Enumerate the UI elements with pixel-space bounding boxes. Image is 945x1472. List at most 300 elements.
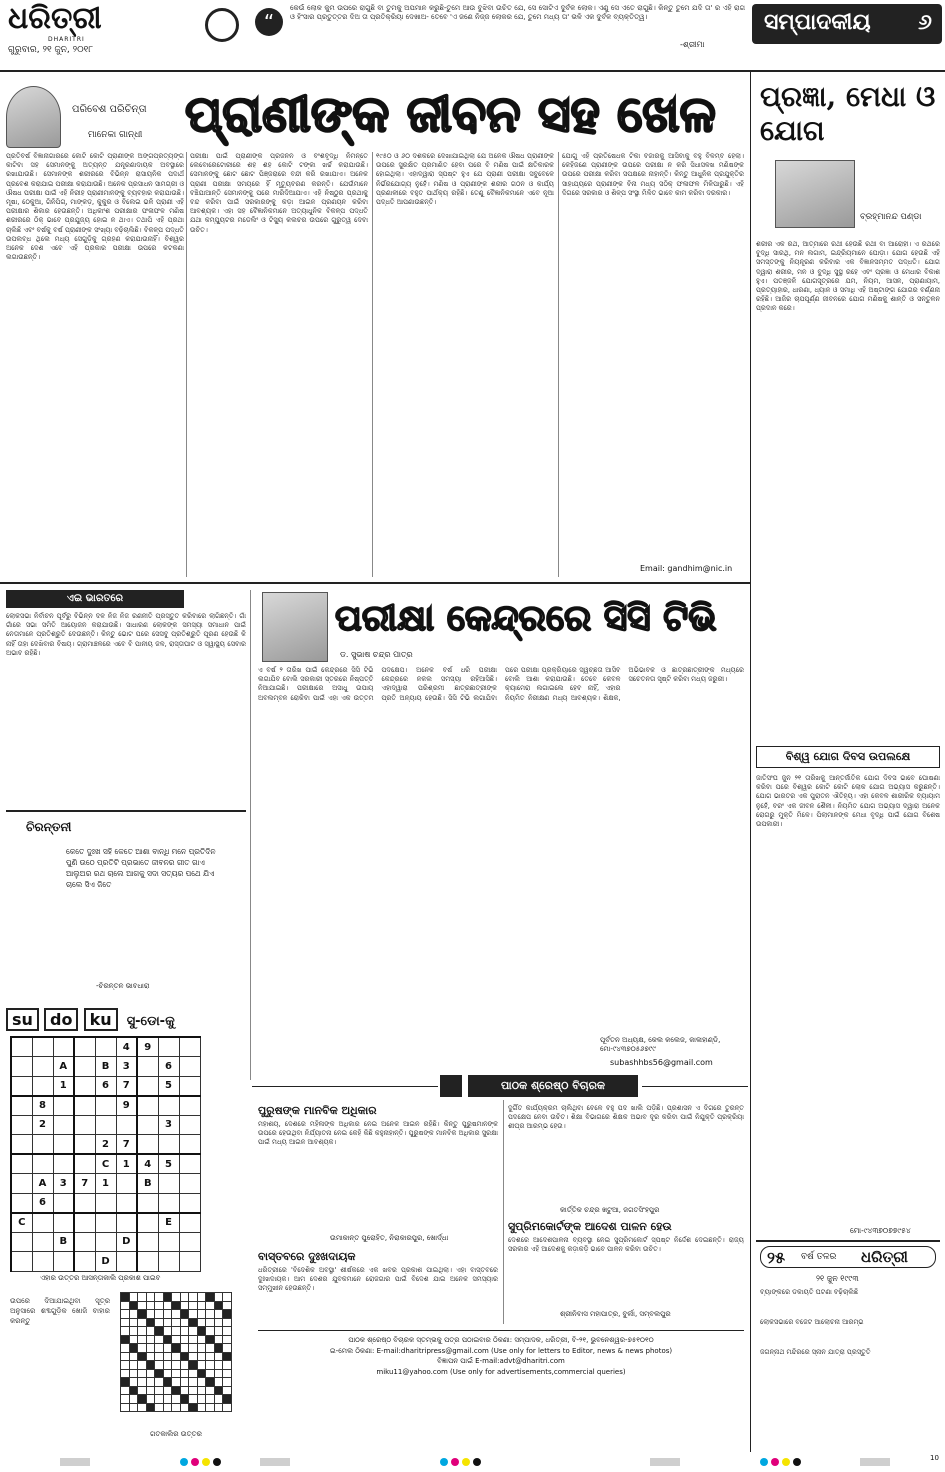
crossword-cell (155, 1293, 164, 1302)
crossword-cell (214, 1395, 223, 1404)
anniversary-paper: ଧରିତ୍ରୀ (861, 1248, 908, 1266)
main-article-email: Email: gandhim@nic.in (640, 564, 733, 573)
crossword-cell (172, 1369, 181, 1378)
page-corner-number: 10 (930, 1454, 939, 1462)
sudoku-cell (95, 1232, 116, 1252)
cc-article-author: ଡ. ସୁଭାଷ ଚନ୍ଦ୍ର ପାତ୍ର (340, 650, 413, 659)
readers-footer-advt[interactable]: ବିଜ୍ଞାପନ ପାଇଁ E-mail:advt@dharitri.com (437, 1357, 565, 1365)
sudoku-cell: 2 (95, 1135, 116, 1155)
sudoku-cell (53, 1037, 74, 1057)
crossword-cell (197, 1369, 206, 1378)
crossword-cell (223, 1403, 232, 1412)
pen-icon (440, 1075, 462, 1097)
sudoku-cell (95, 1037, 116, 1057)
sudoku-cell: D (116, 1232, 137, 1252)
sudoku-cell: D (95, 1252, 116, 1272)
crossword-cell (206, 1378, 215, 1387)
sudoku-cell (158, 1232, 179, 1252)
sudoku-cell (11, 1076, 32, 1096)
registration-strip (0, 1452, 945, 1472)
sudoku-cell: B (95, 1057, 116, 1077)
crossword-cell (189, 1335, 198, 1344)
registration-dot-magenta (451, 1458, 459, 1466)
sudoku-answer-note: ଏହାର ଉତ୍ତର ଆସନ୍ତାକାଲି ପ୍ରକାଶ ପାଇବ (40, 1274, 161, 1282)
crossword-cell (189, 1310, 198, 1319)
sudoku-cell: 6 (158, 1057, 179, 1077)
crossword-cell (172, 1403, 181, 1412)
crossword-cell (180, 1301, 189, 1310)
crossword-cell (223, 1344, 232, 1353)
sudoku-cell (11, 1193, 32, 1213)
sudoku-cell (116, 1174, 137, 1194)
sudoku-cell (32, 1232, 53, 1252)
crossword-cell (129, 1352, 138, 1361)
crossword-cell (121, 1318, 130, 1327)
chakra-icon (205, 8, 239, 42)
page-date: ଗୁରୁବାର, ୨୧ ଜୁନ, ୨୦୧୮ (8, 45, 94, 55)
sudoku-cell: 4 (137, 1154, 158, 1174)
sudoku-cell (11, 1096, 32, 1116)
crossword-cell (214, 1378, 223, 1387)
sudoku-cell (53, 1135, 74, 1155)
crossword-cell (138, 1335, 147, 1344)
sudoku-cell: 1 (53, 1076, 74, 1096)
crossword-cell (180, 1318, 189, 1327)
letter4-title: ସୁପ୍ରିମକୋର୍ଟଙ୍କ ଆଦେଶ ପାଳନ ହେଉ (508, 1220, 672, 1233)
crossword-cell (121, 1301, 130, 1310)
page-number: ୬ (918, 10, 932, 35)
anniversary-item-1: ବ୍ୟାଙ୍କରେ ଡକାୟତି ଘଟଣା ବଢ଼ିଚାଲିଛି (760, 1288, 859, 1296)
sudoku-cell (158, 1037, 179, 1057)
section-title: ସମ୍ପାଦକୀୟ (764, 10, 871, 35)
sudoku-cell: A (53, 1057, 74, 1077)
registration-dot-yellow (462, 1458, 470, 1466)
sudoku-cell (95, 1115, 116, 1135)
crossword-cell (197, 1293, 206, 1302)
sudoku-cell (179, 1174, 200, 1194)
sudoku-cell: B (53, 1232, 74, 1252)
anniversary-box (756, 1240, 940, 1444)
crossword-cell (146, 1378, 155, 1387)
crossword-cell (223, 1386, 232, 1395)
anniversary-item-3: ଜଗନ୍ନାଥ ମନ୍ଦିରରେ ସ୍ନାନ ଯାତ୍ରା ପ୍ରସ୍ତୁତି (760, 1348, 871, 1356)
sudoku-cell (137, 1115, 158, 1135)
sudoku-cell: E (158, 1213, 179, 1233)
crossword-cell (172, 1310, 181, 1319)
crossword-cell (163, 1369, 172, 1378)
sudoku-cell (74, 1057, 95, 1077)
readers-footer (258, 1330, 744, 1390)
sudoku-cell (11, 1037, 32, 1057)
crossword-cell (155, 1395, 164, 1404)
crossword-cell (189, 1344, 198, 1353)
crossword-cell (223, 1395, 232, 1404)
letter1-body: ମହାଶୟ, ଦେଶରେ ମହିଳାଙ୍କ ଅଧିକାର ନେଇ ଅନେକ ଆଇନ ରହିଛି। କିନ୍ତୁ ପୁରୁଷମାନଙ୍କ ଉପରେ ହେଉଥିବା ନିର୍ଯ୍ୟାତନା ନେଇ କେହି କିଛି କହୁନାହାନ୍ତି। ପୁରୁଷଙ୍କ ମାନବିକ ଅଧିକାର ସୁରକ୍ଷା ପାଇଁ ମଧ୍ୟ ଆଇନ ଆବଶ୍ୟକ। (258, 1120, 498, 1147)
crossword-cell (180, 1361, 189, 1370)
letter3-sign: କାର୍ତ୍ତିକ ଚନ୍ଦ୍ର ଖଟୁଆ, ଜଗତସିଂହପୁର (560, 1206, 660, 1214)
sudoku-cell: 2 (32, 1115, 53, 1135)
crossword-grid (120, 1292, 232, 1412)
sudoku-cell (116, 1213, 137, 1233)
sudoku-cell (158, 1096, 179, 1116)
crossword-cell (189, 1327, 198, 1336)
crossword-cell (138, 1318, 147, 1327)
letter4-body: ଦେଶରେ ଆଦେଶପାଳନା ବ୍ୟବସ୍ଥା ନେଇ ସୁପ୍ରିମକୋର୍ଟ ସ୍ପଷ୍ଟ ନିର୍ଦ୍ଦେଶ ଦେଇଛନ୍ତି। ରାଜ୍ୟ ସରକାର ଏହି ଆଦେଶକୁ କଡ଼ାକଡ଼ି ଭାବେ ପାଳନ କରିବା ଉଚିତ। (508, 1236, 744, 1254)
quote-author: -ଶ୍ରୀମା (680, 40, 705, 49)
sudoku-cell (32, 1076, 53, 1096)
crossword-cell (155, 1361, 164, 1370)
crossword-cell (146, 1301, 155, 1310)
crossword-cell (206, 1301, 215, 1310)
crossword-cell (121, 1335, 130, 1344)
crossword-cell (197, 1395, 206, 1404)
sudoku-cell: 3 (116, 1057, 137, 1077)
crossword-cell (180, 1335, 189, 1344)
crossword-cell (163, 1293, 172, 1302)
sudoku-cell (179, 1213, 200, 1233)
crossword-cell (155, 1403, 164, 1412)
sudoku-cell: 8 (32, 1096, 53, 1116)
crossword-cell (214, 1369, 223, 1378)
crossword-cell (223, 1327, 232, 1336)
chirantani-credit: -ଚିରନ୍ତନ ଭାବଧାରା (96, 982, 150, 990)
quote-icon: “ (255, 8, 283, 36)
crossword-cell (223, 1369, 232, 1378)
sudoku-cell (179, 1154, 200, 1174)
crossword-cell (155, 1327, 164, 1336)
registration-dot-yellow (782, 1458, 790, 1466)
crossword-cell (129, 1403, 138, 1412)
sudoku-cell (137, 1076, 158, 1096)
crossword-cell (214, 1335, 223, 1344)
crossword-cell (223, 1318, 232, 1327)
sudoku-cell (74, 1115, 95, 1135)
sudoku-cell: 6 (95, 1076, 116, 1096)
crossword-cell (163, 1327, 172, 1336)
sudoku-cell (32, 1213, 53, 1233)
crossword-cell (214, 1344, 223, 1353)
crossword-cell (197, 1386, 206, 1395)
sudoku-cell (32, 1252, 53, 1272)
sudoku-cell: 7 (116, 1135, 137, 1155)
crossword-cell (138, 1352, 147, 1361)
crossword-cell (138, 1369, 147, 1378)
sudoku-cell: 1 (95, 1174, 116, 1194)
sudoku-cell (53, 1154, 74, 1174)
crossword-cell (172, 1395, 181, 1404)
crossword-cell (138, 1378, 147, 1387)
ei-bharatare-body: ଲୋକସଭା ନିର୍ବାଚନ ପୂର୍ବରୁ ବିଭିନ୍ନ ଦଳ ନିଜ ନିଜ ରଣନୀତି ପ୍ରସ୍ତୁତ କରିବାରେ ଲାଗିଛନ୍ତି। ଗାଁ ଗାଁରେ ସଭା ସମିତି ଆୟୋଜନ କରାଯାଉଛି। ସାଧାରଣ ଲୋକଙ୍କ ସମସ୍ୟା ସମାଧାନ ପାଇଁ ନେତାମାନେ ପ୍ରତିଶ୍ରୁତି ଦେଉଛନ୍ତି। କିନ୍ତୁ ଭୋଟ ପରେ ସେସବୁ ପ୍ରତିଶ୍ରୁତି ପୂରଣ ହେଉଛି କି ନାହିଁ ତାହା ଦେଖିବାର ବିଷୟ। ଗ୍ରାମାଞ୍ଚଳରେ ଏବେ ବି ପାନୀୟ ଜଳ, ରାସ୍ତାଘାଟ ଓ ସ୍ୱାସ୍ଥ୍ୟ ସେବାର ଅଭାବ ରହିଛି। (6, 612, 246, 657)
crossword-cell (129, 1361, 138, 1370)
readers-footer-advt-email[interactable]: miku11@yahoo.com (Use only for advertisements,commercial queries) (376, 1367, 626, 1376)
cc-article-signature: ପୂର୍ବତନ ଅଧ୍ୟକ୍ଷ, କେଲ କଲେଜ, କାଳାହାଣ୍ଡି, ମୋ-୯୪୩୭୦୫୬୭୯୯ (600, 1036, 721, 1053)
crossword-cell (163, 1386, 172, 1395)
sudoku-cell (74, 1096, 95, 1116)
crossword-cell (214, 1301, 223, 1310)
letter3-body: ଦୁର୍ଗିତ କାର୍ଯ୍ୟକ୍ରମ ଚାଲିଥିବା ବେଳେ ବହୁ ପଦ ଖାଲି ପଡ଼ିଛି। ପ୍ରଶାସନ ଏ ଦିଗରେ ତୁରନ୍ତ ପଦକ୍ଷେପ ନେବା ଉଚିତ। ଶିକ୍ଷା ବିଭାଗରେ ଶିକ୍ଷକ ଅଭାବ ଦୂର କରିବା ପାଇଁ ନିଯୁକ୍ତି ପ୍ରକ୍ରିୟା ଶୀଘ୍ର ଆରମ୍ଭ ହେଉ। (508, 1104, 744, 1131)
sudoku-cell (158, 1252, 179, 1272)
crossword-cell (189, 1293, 198, 1302)
anniversary-banner (760, 1246, 936, 1268)
sudoku-cell (32, 1135, 53, 1155)
crossword-cell (129, 1344, 138, 1353)
sudoku-cell (74, 1037, 95, 1057)
chirantani-title: ଚିରନ୍ତନୀ (26, 820, 72, 834)
sudoku-cell (179, 1057, 200, 1077)
sudoku-cell: 6 (32, 1193, 53, 1213)
crossword-cell (214, 1327, 223, 1336)
crossword-cell (121, 1369, 130, 1378)
sudoku-cell (179, 1252, 200, 1272)
registration-dot-cyan (760, 1458, 768, 1466)
main-headline: ପ୍ରାଣୀଙ୍କ ଜୀବନ ସହ ଖେଳ (185, 84, 716, 143)
crossword-caption: ଗତକାଲିର ଉତ୍ତର (150, 1430, 202, 1438)
sudoku-cell: 4 (116, 1037, 137, 1057)
sudoku-cell (11, 1154, 32, 1174)
sudoku-cell (179, 1037, 200, 1057)
cc-article-headline: ପରୀକ୍ଷା କେନ୍ଦ୍ରରେ ସିସି ଟିଭି (335, 597, 717, 639)
registration-dot-cyan (440, 1458, 448, 1466)
sudoku-cell: 3 (53, 1174, 74, 1194)
crossword-cell (197, 1335, 206, 1344)
sudoku-cell: 9 (137, 1037, 158, 1057)
crossword-cell (206, 1327, 215, 1336)
crossword-cell (189, 1378, 198, 1387)
readers-section-title: ପାଠକ ଶ୍ରେଷ୍ଠ ବିଚାରକ (468, 1075, 638, 1097)
sudoku-title (6, 1008, 246, 1034)
crossword-cell (197, 1378, 206, 1387)
sudoku-cell (11, 1115, 32, 1135)
crossword-cell (172, 1293, 181, 1302)
crossword-cell (129, 1310, 138, 1319)
crossword-cell (129, 1301, 138, 1310)
anniversary-date: ୨୧ ଜୁନ ୧୯୯୩ (816, 1274, 859, 1283)
crossword-cell (146, 1352, 155, 1361)
sudoku-cell: 5 (158, 1154, 179, 1174)
crossword-cell (121, 1403, 130, 1412)
crossword-cell (223, 1361, 232, 1370)
sudoku-cell: 7 (116, 1076, 137, 1096)
crossword-cell (121, 1352, 130, 1361)
crossword-cell (172, 1318, 181, 1327)
crossword-cell (180, 1369, 189, 1378)
crossword-cell (155, 1378, 164, 1387)
crossword-cell (138, 1361, 147, 1370)
sudoku-cell (53, 1252, 74, 1272)
crossword-cell (189, 1301, 198, 1310)
crossword-cell (146, 1327, 155, 1336)
sudoku-cell: 9 (116, 1096, 137, 1116)
letter2-body: ଧରିତ୍ରୀରେ 'ବିଦେଶିକ ଅବସ୍ଥା' ଶୀର୍ଷକରେ ଏକ ଖବର ପ୍ରକାଶ ପାଇଥିଲା। ଏହା ବାସ୍ତବରେ ଦୁଃଖଦାୟକ। ଆମ ଦେଶର ଯୁବକମାନେ ରୋଜଗାର ପାଇଁ ବିଦେଶ ଯାଇ ଅନେକ ସମସ୍ୟାର ସମ୍ମୁଖୀନ ହେଉଛନ୍ତି। (258, 1266, 498, 1293)
sudoku-cell: C (11, 1213, 32, 1233)
crossword-cell (206, 1369, 215, 1378)
right-article-body: ଶରୀର ଏକ ରଥ, ଆତ୍ମାରେ ରଥୀ ହେଉଛି ରଥୀ ବା ଆରୋହୀ। ଏ ରଥରେ ବୁଦ୍ଧି ସାରଥି, ମନ ଲଗାମ, ଇନ୍ଦ୍ରିୟମାନେ ଘୋଡ଼ା। ଯୋଗ ହେଉଛି ଏହି ସମସ୍ତଙ୍କୁ ନିୟନ୍ତ୍ରଣ କରିବାର ଏକ ବିଜ୍ଞାନସମ୍ମତ ପଦ୍ଧତି। ଯୋଗ ଦ୍ୱାରା ଶରୀର, ମନ ଓ ବୁଦ୍ଧି ସୁସ୍ଥ ରହେ ଏବଂ ପ୍ରଜ୍ଞା ଓ ମେଧାର ବିକାଶ ହୁଏ। ପତଞ୍ଜଳି ଯୋଗସୂତ୍ରରେ ଯମ, ନିୟମ, ଆସନ, ପ୍ରାଣାୟାମ, ପ୍ରତ୍ୟାହାର, ଧାରଣା, ଧ୍ୟାନ ଓ ସମାଧି ଏହି ଅଷ୍ଟାଙ୍ଗ ଯୋଗର ବର୍ଣ୍ଣନା ରହିଛି। ଆଜିର ଚାପପୂର୍ଣ୍ଣ ଜୀବନରେ ଯୋଗ ମଣିଷକୁ ଶାନ୍ତି ଓ ସନ୍ତୁଳନ ପ୍ରଦାନ କରେ। (756, 240, 940, 313)
crossword-cell (146, 1395, 155, 1404)
crossword-cell (129, 1327, 138, 1336)
crossword-cell (163, 1361, 172, 1370)
sudoku-cell: 7 (74, 1174, 95, 1194)
crossword-cell (189, 1403, 198, 1412)
main-article-col4: ଯୋଗୁ ଏହି ପ୍ରତିଷେଧକ ଟିକା ବଜାରକୁ ଆସିବାକୁ ବହୁ ବିଳମ୍ବ ହେଲା। କେହିଜଣେ ପ୍ରାଣୀଙ୍କ ଉପରେ ପରୀକ୍ଷା ନ କରି ସିଧାସଳଖ ମଣିଷଙ୍କ ଉପରେ ପରୀକ୍ଷା କରିବା ସପକ୍ଷରେ ନାହାନ୍ତି। କିନ୍ତୁ ଆଧୁନିକ ପ୍ରଯୁକ୍ତିର ସାହାଯ୍ୟରେ ପ୍ରାଣୀଙ୍କ ବିନା ମଧ୍ୟ ସଠିକ୍ ଫଳାଫଳ ମିଳିପାରୁଛି। ଏହି ଦିଗରେ ସରକାର ଓ ଶିଳ୍ପ ସଂସ୍ଥା ମିଳିତ ଭାବେ କାମ କରିବା ଦରକାର। (562, 152, 744, 197)
crossword-cell (138, 1386, 147, 1395)
crossword-cell (189, 1361, 198, 1370)
anniversary-years: ୨୫ (767, 1248, 785, 1267)
crossword-cell (172, 1352, 181, 1361)
sudoku-cell (137, 1096, 158, 1116)
sudoku-title-do: do (44, 1008, 78, 1031)
sudoku-cell (74, 1135, 95, 1155)
crossword-cell (206, 1361, 215, 1370)
crossword-cell (180, 1386, 189, 1395)
cc-article-body: ଏ ବର୍ଷ ୨ ତାରିଖ ପାଇଁ କେନ୍ଦ୍ରରେ ସିସି ଟିଭି ଲଗାଯିବ ବୋଲି ସରକାରୀ ସ୍ତରରେ ନିଷ୍ପତ୍ତି ନିଆଯାଇଛି। ପରୀକ୍ଷାରେ ଅସାଧୁ ଉପାୟ ଅବଲମ୍ବନ ରୋକିବା ପାଇଁ ଏହା ଏକ ଉତ୍ତମ ପଦକ୍ଷେପ। ଅନେକ ବର୍ଷ ଧରି ପରୀକ୍ଷା କେନ୍ଦ୍ରରେ ନକଲ ସମସ୍ୟା ରହିଆସିଛି। ଏହାଦ୍ୱାରା ପରିଶ୍ରମୀ ଛାତ୍ରଛାତ୍ରୀଙ୍କ ପ୍ରତି ଅନ୍ୟାୟ ହେଉଛି। ସିସି ଟିଭି ଲଗାଯିବା ପରେ ପରୀକ୍ଷା ପ୍ରକ୍ରିୟାରେ ସ୍ୱଚ୍ଛତା ଆସିବ ବୋଲି ଆଶା କରାଯାଉଛି। ତେବେ କେବଳ କ୍ୟାମେରା ଲଗାଇଲେ ହେବ ନାହିଁ, ଏହାର ନିୟମିତ ନିରୀକ୍ଷଣ ମଧ୍ୟ ଆବଶ୍ୟକ। ଶିକ୍ଷକ, ଅଭିଭାବକ ଓ ଛାତ୍ରଛାତ୍ରୀଙ୍କ ମଧ୍ୟରେ ସଚେତନତା ସୃଷ୍ଟି କରିବା ମଧ୍ୟ ଜରୁରୀ। (258, 666, 744, 702)
crossword-cell (172, 1386, 181, 1395)
crossword-cell (146, 1310, 155, 1319)
sudoku-cell (137, 1232, 158, 1252)
main-article-col3: ୧୯୫୦ ଓ ୬୦ ଦଶକରେ ଦେଖାଯାଇଥିଲା ଯେ ଅନେକ ଔଷଧ ପ୍ରାଣୀଙ୍କ ଉପରେ ସୁରକ୍ଷିତ ପ୍ରମାଣିତ ହେବା ପରେ ବି ମଣିଷ ପାଇଁ କ୍ଷତିକାରକ ହୋଇଥିଲା। ଏହାଦ୍ୱାରା ସ୍ପଷ୍ଟ ହୁଏ ଯେ ପ୍ରାଣୀ ପରୀକ୍ଷା ସବୁବେଳେ ନିର୍ଭରଯୋଗ୍ୟ ନୁହେଁ। ମଣିଷ ଓ ପ୍ରାଣୀଙ୍କ ଶରୀର ଗଠନ ଓ କାର୍ଯ୍ୟ ପ୍ରଣାଳୀରେ ବହୁତ ପାର୍ଥକ୍ୟ ରହିଛି। ତେଣୁ ବୈଜ୍ଞାନିକମାନେ ଏବେ ନୂଆ ପଦ୍ଧତି ଆପଣାଉଛନ୍ତି। (376, 152, 554, 207)
crossword-cell (155, 1318, 164, 1327)
registration-dot-black (213, 1458, 221, 1466)
sudoku-cell (158, 1193, 179, 1213)
crossword-cell (206, 1293, 215, 1302)
right-article-body2: ଜାତିସଂଘ ଜୁନ ୨୧ ତାରିଖକୁ ଆନ୍ତର୍ଜାତିକ ଯୋଗ ଦିବସ ଭାବେ ଘୋଷଣା କରିବା ପରେ ବିଶ୍ୱର କୋଟି କୋଟି ଲୋକ ଯୋଗ ଅଭ୍ୟାସ କରୁଛନ୍ତି। ଯୋଗ ଭାରତର ଏକ ପୁରାତନ ଐତିହ୍ୟ। ଏହା କେବଳ ଶାରୀରିକ ବ୍ୟାୟାମ ନୁହେଁ, ବରଂ ଏକ ଜୀବନ ଶୈଳୀ। ନିୟମିତ ଯୋଗ ଅଭ୍ୟାସ ଦ୍ୱାରା ଅନେକ ରୋଗରୁ ମୁକ୍ତି ମିଳେ। ପିଲାମାନଙ୍କ ମେଧା ବୃଦ୍ଧି ପାଇଁ ଯୋଗ ବିଶେଷ ଉପକାରୀ। (756, 774, 940, 829)
sudoku-cell (74, 1232, 95, 1252)
registration-dot-black (473, 1458, 481, 1466)
crossword-cell (197, 1318, 206, 1327)
crossword-cell (121, 1310, 130, 1319)
crossword-cell (197, 1310, 206, 1319)
crossword-cell (189, 1369, 198, 1378)
crossword-cell (121, 1361, 130, 1370)
registration-dot-yellow (202, 1458, 210, 1466)
readers-footer-email[interactable]: ଇ-ମେଲ ଠିକଣା: E-mail:dharitripress@gmail.com (Use only for letters to Editor, news & news photos) (329, 1346, 673, 1355)
masthead-divider (0, 70, 945, 72)
sudoku-cell (179, 1135, 200, 1155)
crossword-cell (180, 1395, 189, 1404)
letter4-sign: ଶ୍ରୀନିବାସ ମହାପାତ୍ର, ବୁର୍ଲା, ସମ୍ବଲପୁର (560, 1310, 671, 1318)
crossword-cell (189, 1386, 198, 1395)
crossword-cell (206, 1395, 215, 1404)
sudoku-cell (11, 1232, 32, 1252)
author-photo-maneka (6, 86, 61, 148)
sudoku-cell (11, 1135, 32, 1155)
crossword-cell (172, 1335, 181, 1344)
crossword-cell (146, 1335, 155, 1344)
sudoku-cell (53, 1096, 74, 1116)
sudoku-cell (137, 1252, 158, 1272)
quote-text: କେଉଁ ଲୋକ କୁମ ଉପରେ ରାଗୁଛି ବା ତୁମକୁ ଅପମାନ କରୁଛି-ତୁମେ ଆଉ ବୁଝିବା ଉଚିତ ଯେ, ସେ ସୋଟିଏ ଦୁର୍ବଳ ଲୋକ। ଏଣୁ ସେ ଏତେ ରାଗୁଛି। କିନ୍ତୁ ତୁମେ ଯଦି ତା' ର ଏହି ରାଗ ଓ ହିଂସାର ପ୍ରତୁତ୍ତର ଦିଅ ତା ପ୍ରତିକ୍ରିୟା ଦେଖାଅ- ତେବେ 'ଏ ଜଣେ ନିଜ୍ଜ ଲୋକର ଯେ, ତୁମେ ମଧ୍ୟ ତା' ଭଳି ଏକ ଦୁର୍ବଳ ବ୍ୟକ୍ତିତ୍ୱ। (290, 4, 745, 22)
crossword-cell (138, 1293, 147, 1302)
anniversary-label: ବର୍ଷ ତଳର (801, 1252, 837, 1262)
crossword-cell (163, 1335, 172, 1344)
crossword-cell (163, 1403, 172, 1412)
sudoku-cell (74, 1213, 95, 1233)
sudoku-cell: B (137, 1174, 158, 1194)
crossword-cell (206, 1403, 215, 1412)
crossword-cell (172, 1344, 181, 1353)
anniversary-item-2: ଲୋକସଭାରେ ବଜେଟ ଆଲୋଚନା ଆରମ୍ଭ (760, 1318, 864, 1326)
crossword-cell (163, 1310, 172, 1319)
crossword-cell (223, 1293, 232, 1302)
masthead (0, 0, 945, 72)
sudoku-cell (32, 1057, 53, 1077)
sudoku-cell (53, 1115, 74, 1135)
crossword-cell (223, 1301, 232, 1310)
author-photo-brahmananda (775, 160, 855, 228)
sudoku-cell (158, 1135, 179, 1155)
crossword-note: ଉପରେ ଦିଆଯାଇଥିବା ସୂତ୍ର ଅନୁସାରେ ଶବ୍ଦଗୁଡ଼ିକ ଖୋଜି ବାହାର କରନ୍ତୁ (10, 1297, 110, 1325)
crossword-cell (197, 1403, 206, 1412)
sudoku-cell (11, 1174, 32, 1194)
sudoku-cell (137, 1193, 158, 1213)
readers-footer-address: ପାଠକ ଶ୍ରେଷ୍ଠ ବିଚାରକ ସ୍ତମ୍ଭକୁ ପତ୍ର ପଠାଇବାର ଠିକଣା: ସମ୍ପାଦକ, ଧରିତ୍ରୀ, ବି-୨୧, ଭୁବନେଶ୍ୱର-୭୫୧୦୧୦ (348, 1336, 654, 1344)
crossword-cell (155, 1335, 164, 1344)
crossword-cell (206, 1344, 215, 1353)
crossword-cell (223, 1378, 232, 1387)
crossword-cell (121, 1327, 130, 1336)
crossword-cell (214, 1352, 223, 1361)
crossword-cell (197, 1301, 206, 1310)
crossword-cell (197, 1344, 206, 1353)
crossword-cell (129, 1395, 138, 1404)
sudoku-cell (11, 1252, 32, 1272)
crossword-cell (214, 1318, 223, 1327)
letter2-title: ବାସ୍ତବରେ ଦୁଃଖଦାୟକ (258, 1250, 356, 1263)
right-subhead: ବିଶ୍ୱ ଯୋଗ ଦିବସ ଉପଲକ୍ଷେ (756, 746, 940, 768)
crossword-cell (223, 1335, 232, 1344)
crossword-cell (189, 1395, 198, 1404)
crossword-cell (155, 1386, 164, 1395)
crossword-cell (121, 1293, 130, 1302)
section-banner (752, 4, 942, 44)
crossword-cell (180, 1378, 189, 1387)
crossword-cell (214, 1310, 223, 1319)
author-photo-subash (262, 592, 328, 662)
crossword-cell (146, 1318, 155, 1327)
letter1-title: ପୁରୁଷଙ୍କ ମାନବିକ ଅଧିକାର (258, 1104, 377, 1117)
mid-divider (0, 582, 750, 584)
crossword-cell (163, 1344, 172, 1353)
sudoku-cell (137, 1057, 158, 1077)
crossword-cell (129, 1369, 138, 1378)
crossword-cell (121, 1386, 130, 1395)
crossword-cell (163, 1352, 172, 1361)
crossword-cell (138, 1327, 147, 1336)
crossword-cell (180, 1344, 189, 1353)
sudoku-title-odia: ସୁ-ଡୋ-କୁ (126, 1014, 175, 1029)
sudoku-grid (10, 1036, 201, 1272)
sudoku-cell (179, 1232, 200, 1252)
crossword-cell (155, 1310, 164, 1319)
sudoku-cell (137, 1135, 158, 1155)
crossword-cell (146, 1361, 155, 1370)
registration-dot-cyan (180, 1458, 188, 1466)
main-article-col2: ପରୀକ୍ଷା ପାଇଁ ପ୍ରାଣୀଙ୍କ ପ୍ରଜନନ ଓ ବଂଶବୃଦ୍ଧି ନିମନ୍ତେ ଲେବୋରେଟୋରୀରେ ଶହ ଶହ କୋଟି ଟଙ୍କା ଖର୍ଚ୍ଚ କରାଯାଉଛି। ସେମାନଙ୍କୁ ଛୋଟ ଛୋଟ ପିଞ୍ଜରାରେ ବନ୍ଦୀ କରି ରଖାଯାଏ। ଅନେକ ପ୍ରାଣୀ ପରୀକ୍ଷା ସମୟରେ ହିଁ ମୃତ୍ୟୁବରଣ କରନ୍ତି। ଯେଉଁମାନେ ବଞ୍ଚିଯାଆନ୍ତି ସେମାନଙ୍କୁ ପରେ ମାରିଦିଆଯାଏ। ଏହି ନିଷ୍ଠୁର ପ୍ରଥାକୁ ବନ୍ଦ କରିବା ପାଇଁ ସରକାରଙ୍କୁ କଡ଼ା ଆଇନ ପ୍ରଣୟନ କରିବା ଆବଶ୍ୟକ। ଏହା ସହ ବୈଜ୍ଞାନିକମାନେ ଅତ୍ୟାଧୁନିକ ବିକଳ୍ପ ପଦ୍ଧତି ଯଥା କମ୍ପ୍ୟୁଟର ମଡେଲିଂ ଓ ଟିସ୍ୟୁ କଲଚର ଉପରେ ଗୁରୁତ୍ୱ ଦେବା ଉଚିତ। (190, 152, 368, 234)
logo-text: ଧରିତ୍ରୀ (8, 1, 102, 36)
sudoku-cell (74, 1252, 95, 1272)
crossword-cell (206, 1386, 215, 1395)
sudoku-cell (95, 1193, 116, 1213)
right-author-name: ବ୍ରହ୍ମାନନ୍ଦ ପଣ୍ଡା (860, 212, 922, 222)
sudoku-cell (116, 1193, 137, 1213)
author-name: ମାନେକା ଗାନ୍ଧୀ (88, 130, 143, 140)
crossword-cell (180, 1293, 189, 1302)
sudoku-cell (74, 1193, 95, 1213)
cc-article-email: subashhbs56@gmail.com (610, 1058, 713, 1067)
crossword-cell (180, 1352, 189, 1361)
sudoku-cell (74, 1076, 95, 1096)
sudoku-cell (179, 1096, 200, 1116)
crossword-cell (180, 1327, 189, 1336)
